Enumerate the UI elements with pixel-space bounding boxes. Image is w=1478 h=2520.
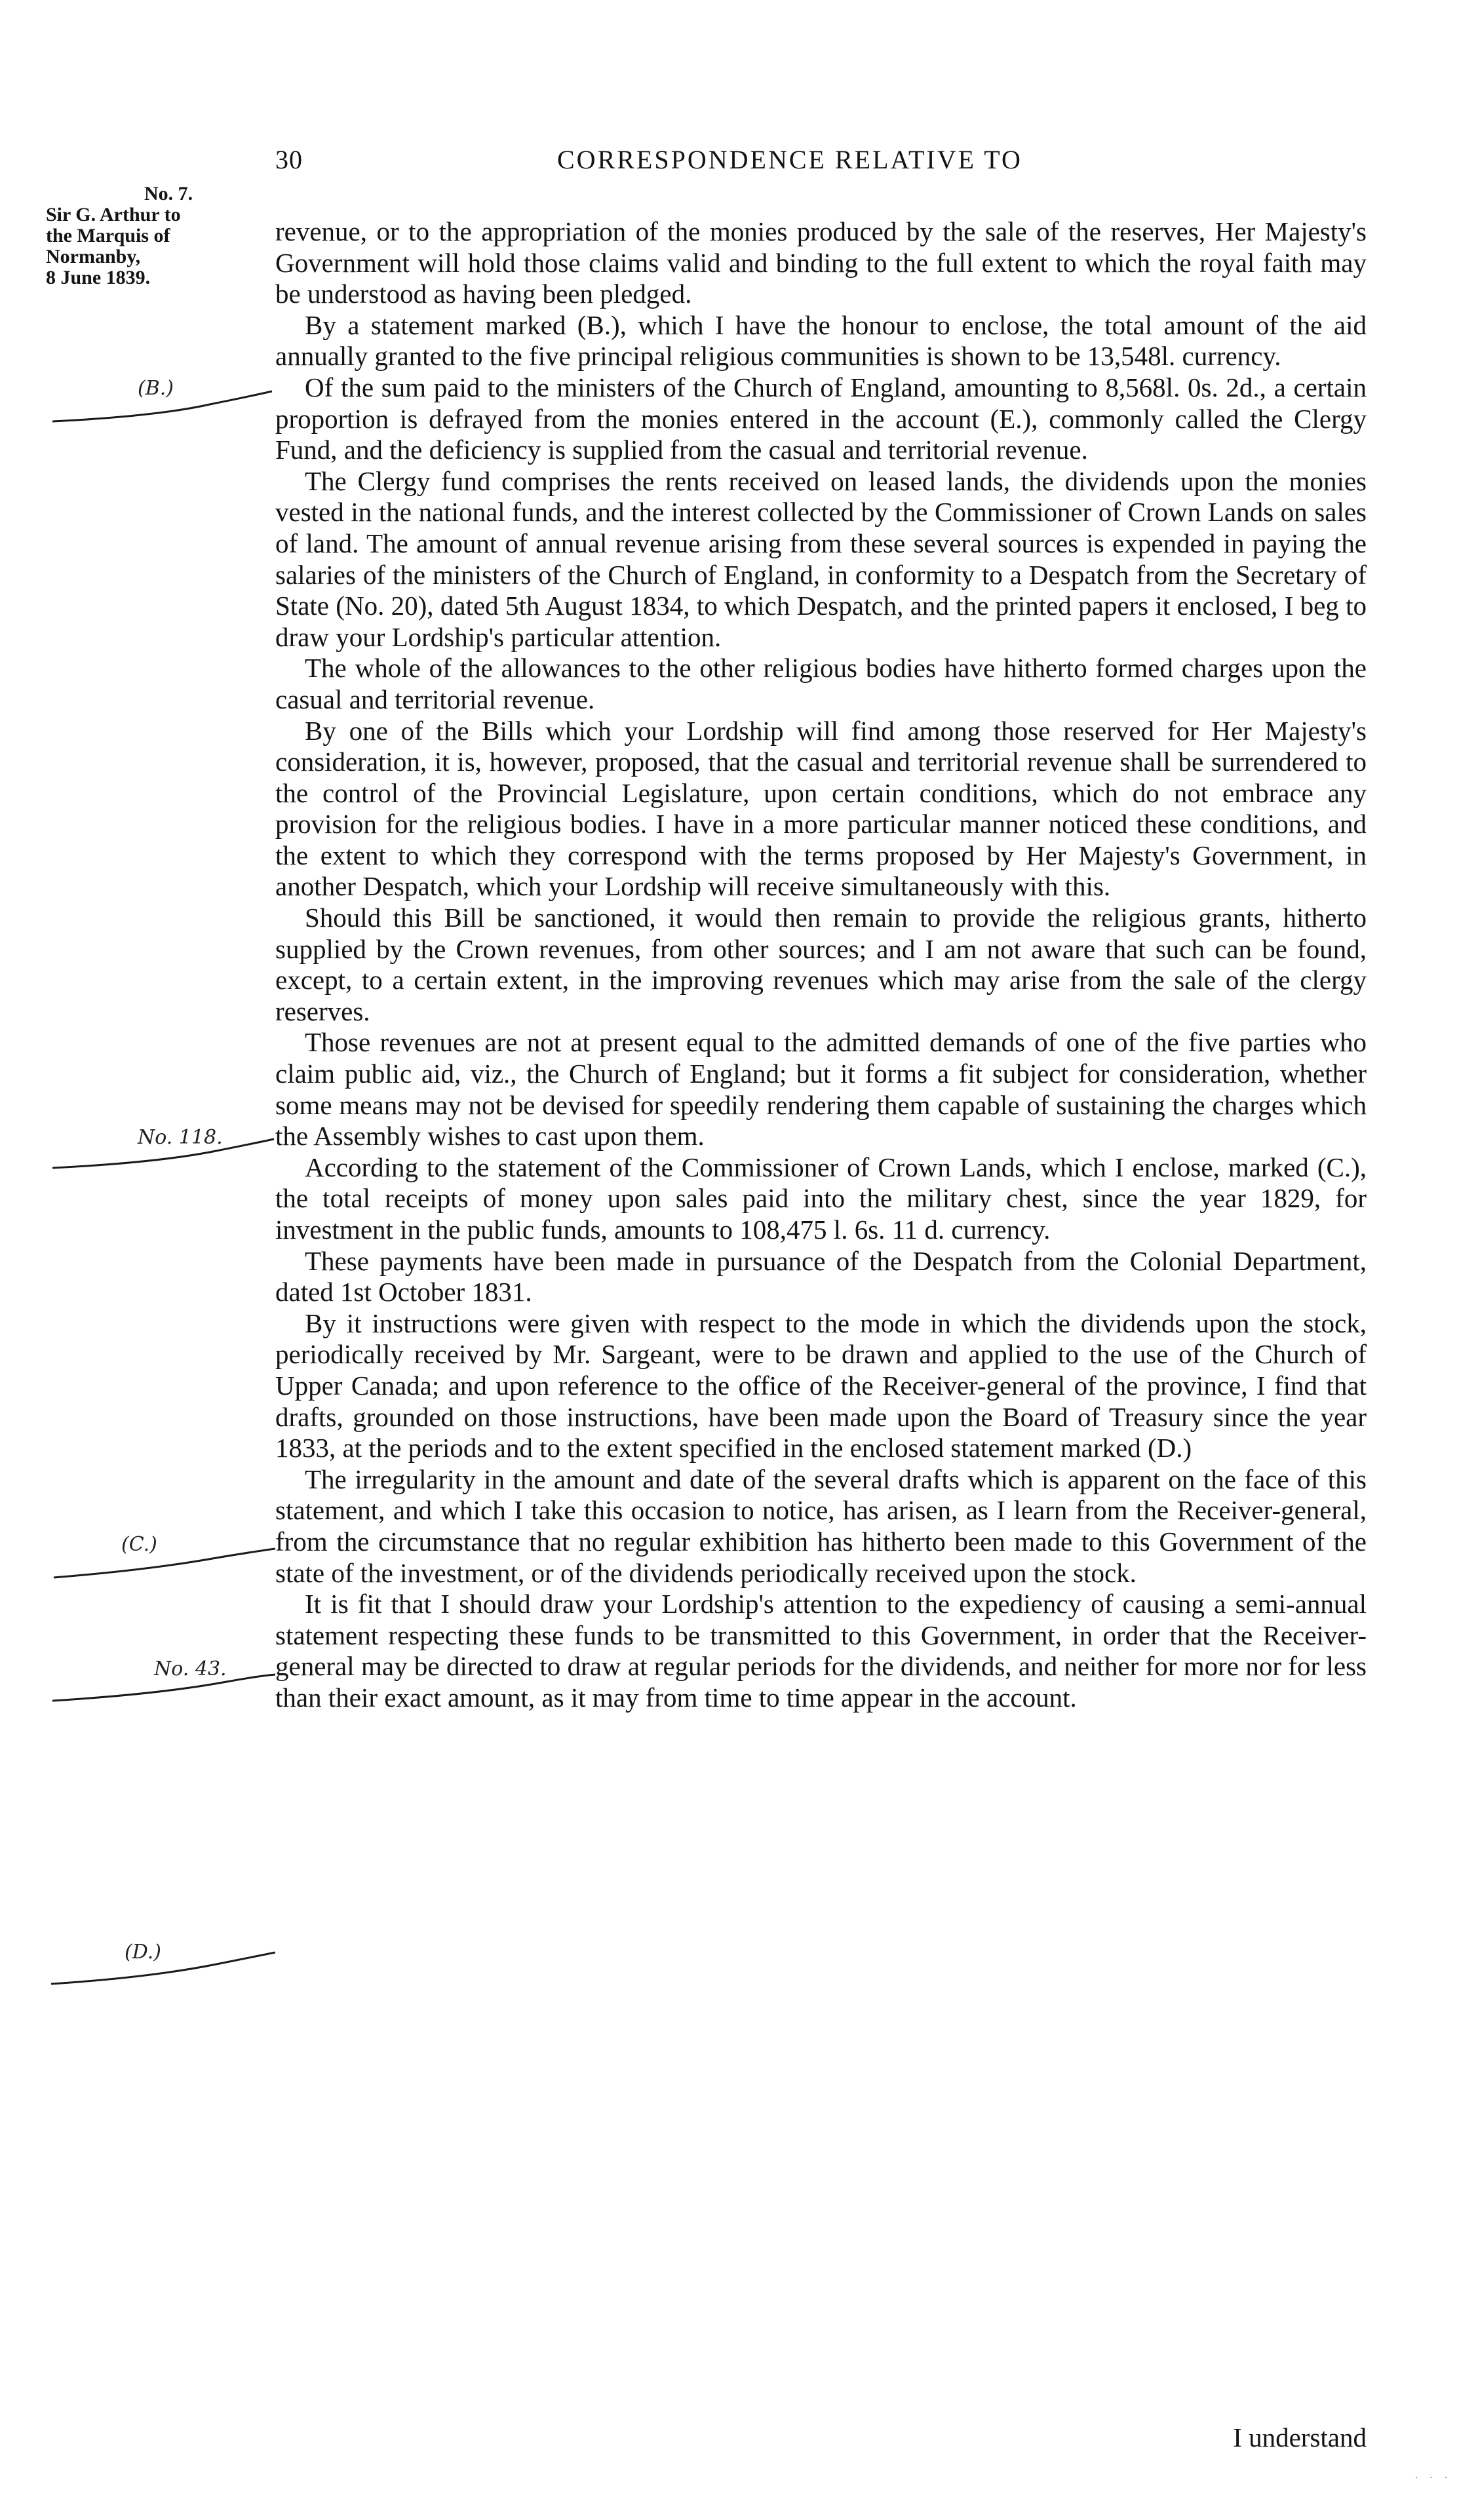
paragraph: The Clergy fund comprises the rents received on leased lands, the dividends upon the monies vested in the national funds, and the interest collected by the Commissioner of Crown Lands on sales of land. The amount of annual revenue arising from these several sources is expended in paying the salaries of the ministers of the Church of England, in conformity to a Despatch from the Secretary of State (No. 20), dated 5th August 1834, to which Despatch, and the printed papers it enclosed, I beg to draw your Lordship's particular attention. [275, 465, 1367, 652]
margin-mark-b [39, 377, 275, 429]
margin-mark-no-43 [39, 1655, 275, 1707]
paragraph: By it instructions were given with respect to the mode in which the dividends upon the stock, periodically received by Mr. Sargeant, were to be drawn and applied to the use of the Church of Upper Canada; and upon reference to the office of the Receiver-general of the province, I find that drafts, grounded on those instructions, have been made upon the Board of Treasury since the year 1833, at the periods and to the extent specified in the enclosed statement marked (D.) [275, 1308, 1367, 1464]
paragraph: The irregularity in the amount and date of the several drafts which is apparent on the face of this statement, and which I take this occasion to notice, has arisen, as I learn from the Receiver-general, from the circumstance that no regular exhibition has hitherto been made to this Government of the state of the investment, or of the dividends periodically received upon the stock. [275, 1464, 1367, 1588]
paragraph: According to the statement of the Commissioner of Crown Lands, which I enclose, marked (C.), the total receipts of money upon sales paid into the military chest, since the year 1829, for investment in the public funds, amounts to 108,475 l. 6s. 11 d. currency. [275, 1152, 1367, 1245]
margin-mark-label: No. 43. [154, 1657, 227, 1680]
side-note-line: 8 June 1839. [46, 267, 151, 288]
margin-mark-no-118 [39, 1122, 275, 1174]
catchword: I understand [1233, 2422, 1367, 2452]
paragraph: Should this Bill be sanctioned, it would then remain to provide the religious grants, hitherto supplied by the Crown revenues, from other sources; and I am not aware that such can be found, except, to a certain extent, in the improving revenues which may arise from the sale of the clergy reserves. [275, 902, 1367, 1026]
paper-specks: · · · [1414, 2471, 1452, 2484]
margin-mark-d [39, 1937, 275, 1989]
paragraph: By a statement marked (B.), which I have the honour to enclose, the total amount of the aid annually granted to the five principal religious communities is shown to be 13,548l. currency. [275, 309, 1367, 372]
pen-stroke-icon [39, 1530, 275, 1583]
paragraph: Of the sum paid to the ministers of the Church of England, amounting to 8,568l. 0s. 2d., a certain proportion is defrayed from the monies entered in the account (E.), commonly called the Clergy Fund, and the deficiency is supplied from the casual and territorial revenue. [275, 372, 1367, 465]
paragraph: It is fit that I should draw your Lordship's attention to the expediency of causing a semi-annual statement respecting these funds to be transmitted to this Government, in order that the Receiver-general may be directed to draw at regular periods for the dividends, and neither for more nor for less than their exact amount, as it may from time to time appear in the account. [275, 1589, 1367, 1713]
side-note-line: Normanby, [46, 246, 141, 267]
margin-mark-c [39, 1530, 275, 1583]
running-head: CORRESPONDENCE RELATIVE TO [557, 145, 1022, 174]
pen-stroke-icon [39, 1122, 275, 1174]
body-text [275, 216, 1367, 1714]
paragraph: revenue, or to the appropriation of the monies produced by the sale of the reserves, Her Majesty's Government will hold those claims valid and binding to the full extent to which the royal faith may be understood as having been pledged. [275, 216, 1367, 309]
paragraph: By one of the Bills which your Lordship will find among those reserved for Her Majesty's consideration, it is, however, proposed, that the casual and territorial revenue shall be surrendered to the control of the Provincial Legislature, upon certain conditions, which do not embrace any provision for the religious bodies. I have in a more particular manner noticed these conditions, and the extent to which they correspond with the terms proposed by Her Majesty's Government, in another Despatch, which your Lordship will receive simultaneously with this. [275, 715, 1367, 902]
side-note-line: No. 7. [144, 183, 193, 204]
side-note-line: the Marquis of [46, 225, 170, 246]
paragraph: Those revenues are not at present equal to the admitted demands of one of the five parties who claim public aid, viz., the Church of England; but it forms a fit subject for consideration, whether some means may not be devised for speedily rendering them capable of sustaining the charges which the Assembly wishes to cast upon them. [275, 1027, 1367, 1152]
side-note [46, 184, 262, 288]
margin-mark-label: No. 118. [138, 1126, 223, 1149]
margin-mark-label: (B.) [138, 377, 174, 400]
page-number: 30 [275, 145, 303, 174]
side-note-line: Sir G. Arthur to [46, 204, 181, 225]
margin-mark-label: (C.) [121, 1533, 157, 1556]
pen-stroke-icon [39, 1937, 275, 1989]
paragraph: The whole of the allowances to the other religious bodies have hitherto formed charges upon the casual and territorial revenue. [275, 653, 1367, 714]
margin-mark-label: (D.) [125, 1941, 161, 1964]
pen-stroke-icon [39, 1655, 275, 1707]
paragraph: These payments have been made in pursuance of the Despatch from the Colonial Department, dated 1st October 1831. [275, 1245, 1367, 1308]
pen-stroke-icon [39, 377, 275, 429]
